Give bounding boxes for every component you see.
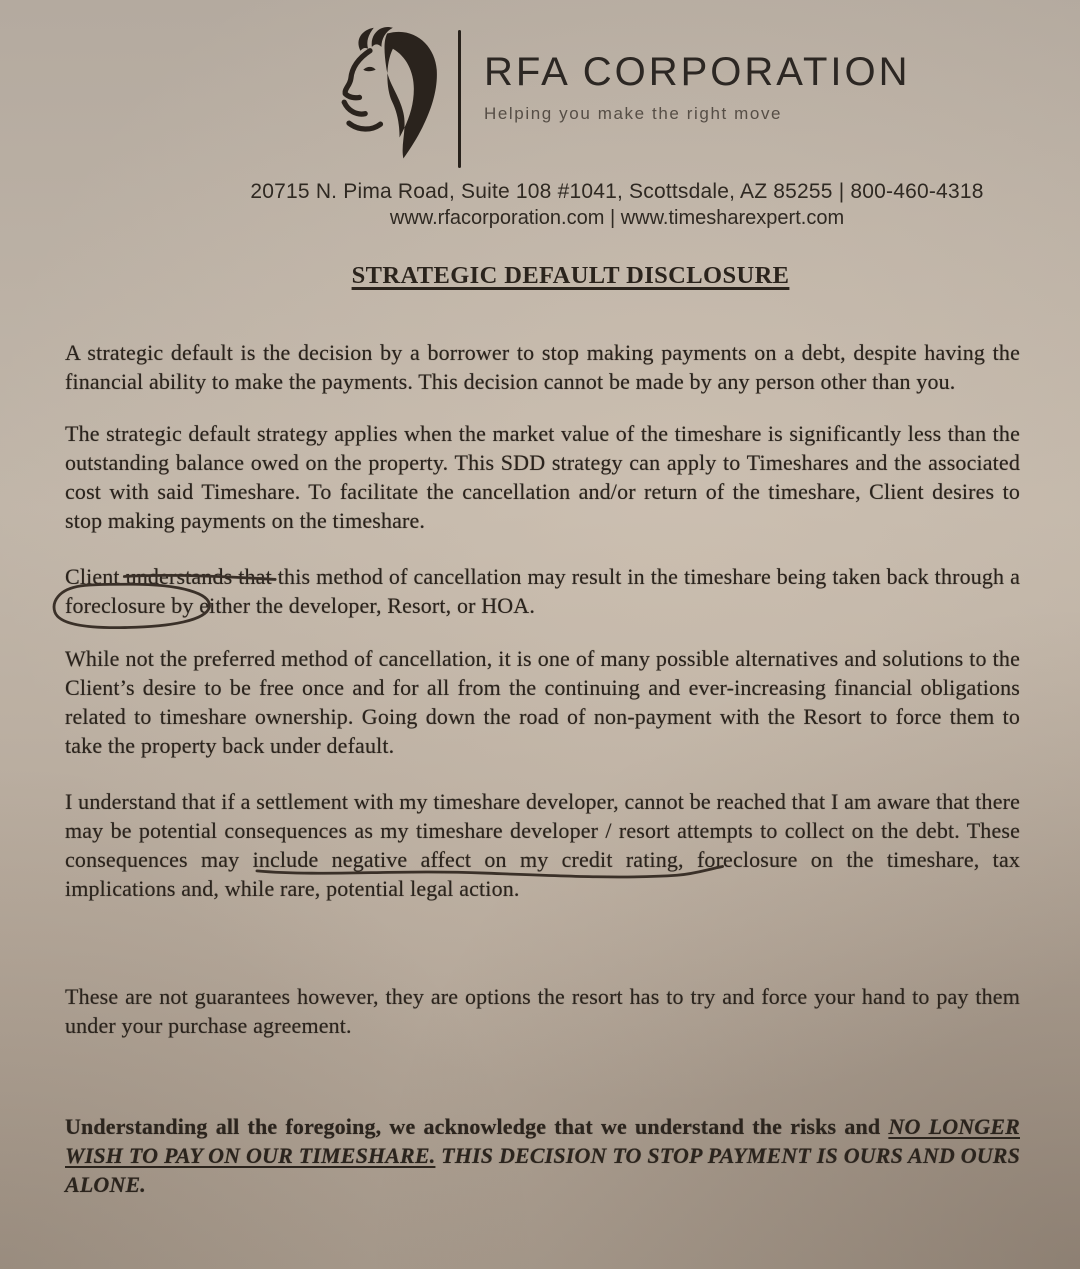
- paragraph-acknowledgement: [65, 1112, 1020, 1199]
- paragraph-3-segment-1: Client: [65, 564, 126, 589]
- document-body: [0, 262, 1080, 1199]
- logo-row: [0, 22, 1080, 172]
- paragraph-3-segment-2: this method of cancellation may result in the timeshare being taken back through a: [271, 564, 1021, 589]
- paragraph-7-segment-2: THIS DECISION TO STOP PAYMENT IS OURS AND OURS ALONE.: [65, 1143, 1021, 1197]
- pen-underlined-phrase: [253, 847, 684, 872]
- paragraph-foreclosure-notice: [65, 562, 1020, 620]
- underlined-text: include negative affect on my credit rating,: [252, 847, 684, 872]
- struck-text: understands that: [125, 564, 272, 589]
- company-tagline: Helping you make the right move: [484, 104, 783, 123]
- pen-circled-phrase: [65, 593, 194, 618]
- paragraph-5-segment-2: foreclosure on the timeshare, tax implications and, while rare, potential legal action.: [65, 847, 1021, 901]
- document-title: STRATEGIC DEFAULT DISCLOSURE: [351, 262, 790, 289]
- paragraph-3-segment-3: either the developer, Resort, or HOA.: [193, 593, 535, 618]
- contact-block: [77, 180, 1080, 230]
- circled-text: foreclosure by: [65, 593, 194, 618]
- paragraph-7-segment-1: Understanding all the foregoing, we acknowledge that we understand the risks and: [65, 1114, 889, 1139]
- pen-struck-phrase: [126, 564, 272, 589]
- address-line: 20715 N. Pima Road, Suite 108 #1041, Scottsdale, AZ 85255 | 800-460-4318: [250, 180, 984, 203]
- brand-block: [484, 50, 911, 124]
- letterhead: [0, 22, 1080, 230]
- lion-logo-icon: [328, 22, 452, 170]
- logo-divider: [458, 30, 461, 168]
- paragraph-consequences: [65, 787, 1020, 903]
- paragraph-not-guarantees: These are not guarantees however, they are options the resort has to try and force your hand to pay them under your purchase agreement.: [65, 984, 1020, 1038]
- company-name: RFA CORPORATION: [484, 50, 911, 94]
- paragraph-strategic-default-definition: A strategic default is the decision by a borrower to stop making payments on a debt, despite having the financial ability to make the payments. This decision cannot be made by any person other than you.: [65, 340, 1020, 394]
- websites-line: www.rfacorporation.com | www.timesharexpert.com: [389, 207, 845, 229]
- paragraph-5-segment-1: I understand that if a settlement with my timeshare developer, cannot be reached that I am aware that there may be potential consequences as my timeshare developer / resort attempts to collect on the debt. These consequences may: [65, 789, 1020, 872]
- paragraph-alternatives: While not the preferred method of cancellation, it is one of many possible alternatives and solutions to the Client’s desire to be free once and for all from the continuing and ever-increasing financial obligations related to timeshare ownership. Going down the road of non-payment with the Resort to force them to take the property back under default.: [65, 646, 1020, 758]
- emphasized-no-longer-pay-text: NO LONGER WISH TO PAY ON OUR TIMESHARE.: [65, 1114, 1020, 1168]
- paragraph-strategy-applies: The strategic default strategy applies when the market value of the timeshare is significantly less than the outstanding balance owed on the property. This SDD strategy can apply to Timeshares and the associated cost with said Timeshare. To facilitate the cancellation and/or return of the timeshare, Client desires to stop making payments on the timeshare.: [65, 421, 1020, 533]
